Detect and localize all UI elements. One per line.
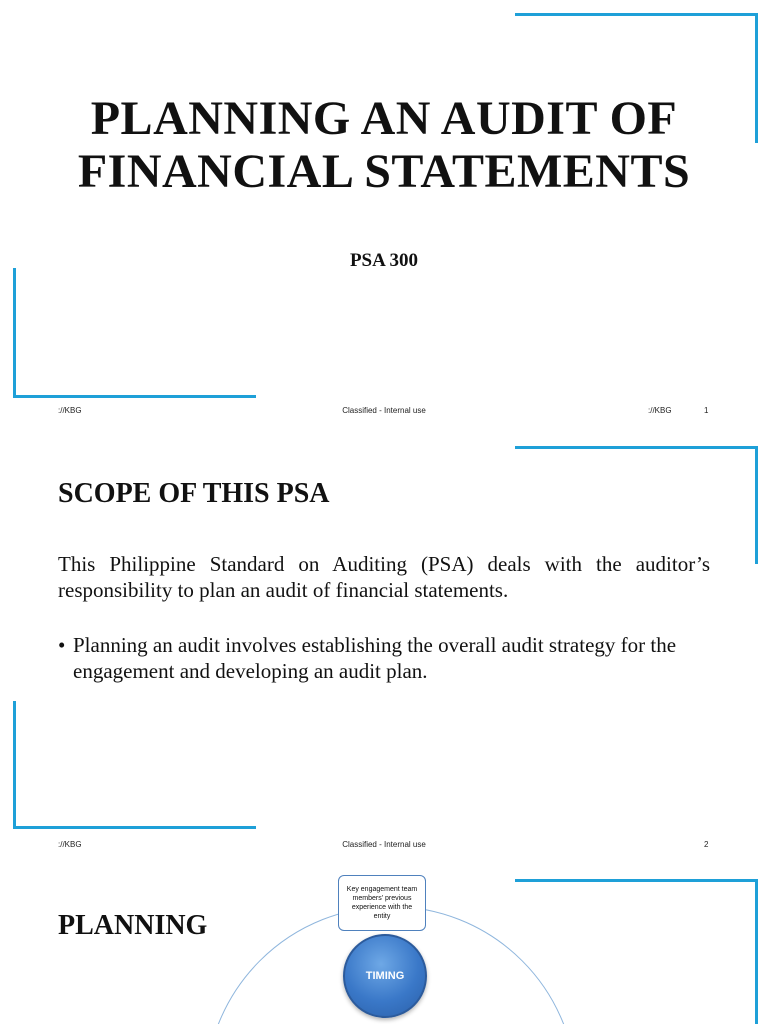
section-heading: SCOPE OF THIS PSA <box>58 478 330 509</box>
slide-3 <box>0 866 768 1024</box>
footer-classification: Classified - Internal use <box>342 840 426 849</box>
page-number: 1 <box>704 406 709 415</box>
diagram-node-text: Key engagement team members' previous experience with the entity <box>346 886 418 920</box>
slide-1 <box>0 0 768 430</box>
scope-paragraph: This Philippine Standard on Auditing (PSA) deals with the auditor’s responsibility to plan an audit of financial statements. <box>58 552 710 602</box>
corner-bracket-bottom-left <box>13 268 256 398</box>
slide-subtitle: PSA 300 <box>349 250 419 271</box>
slide-footer <box>0 840 768 854</box>
slide-2 <box>0 434 768 864</box>
timing-label: TIMING <box>365 970 405 982</box>
bullet-item <box>58 632 698 684</box>
footer-right: ://KBG <box>648 406 672 415</box>
bullet-text: Planning an audit involves establishing the overall audit strategy for the engagement and developing an audit plan. <box>73 633 677 683</box>
footer-classification: Classified - Internal use <box>342 406 426 415</box>
corner-bracket-bottom-left <box>13 701 256 829</box>
slide-footer <box>0 406 768 420</box>
timing-node <box>343 934 427 1018</box>
page-number: 2 <box>704 840 709 849</box>
section-heading: PLANNING <box>58 910 208 941</box>
corner-bracket-top-right <box>515 446 758 564</box>
footer-left: ://KBG <box>58 840 82 849</box>
bullet-dot: • <box>58 633 66 657</box>
footer-left: ://KBG <box>58 406 82 415</box>
diagram-node-box <box>338 875 426 931</box>
slide-title: PLANNING AN AUDIT OF FINANCIAL STATEMENTS <box>77 92 691 198</box>
